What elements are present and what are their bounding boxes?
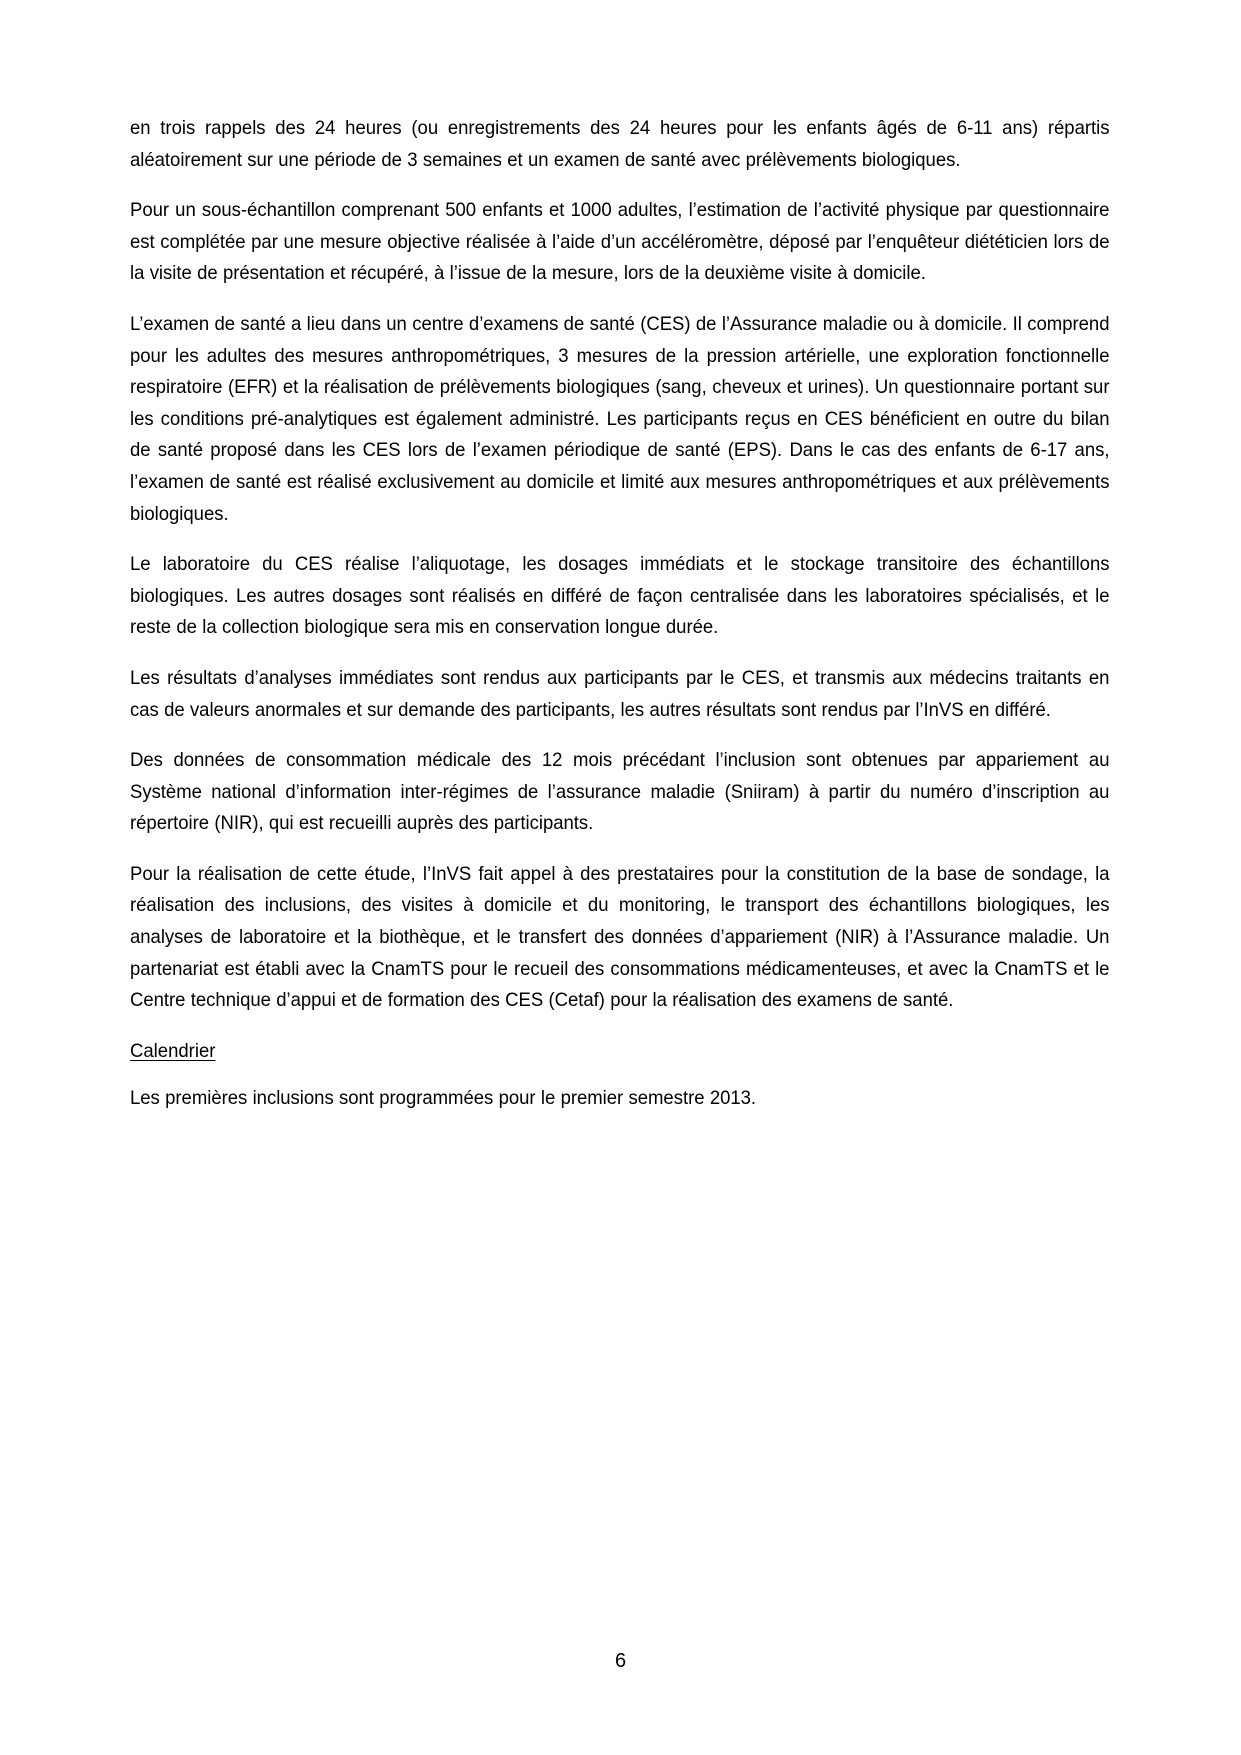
body-paragraph-7: Pour la réalisation de cette étude, l’InVS fait appel à des prestataires pour la constitution de la base de sondage, la réalisation des inclusions, des visites à domicile et du monitoring, le transport des échantillons biologiques, les analyses de laboratoire et la biothèque, et le transfert des données d’appariement (NIR) à l’Assurance maladie. Un partenariat est établi avec la CnamTS pour le recueil des consommations médicamenteuses, et avec la CnamTS et le Centre technique d’appui et de formation des CES (Cetaf) pour la réalisation des examens de santé. (130, 863, 1110, 1012)
body-paragraph-3: L’examen de santé a lieu dans un centre d’examens de santé (CES) de l’Assurance maladie ou à domicile. Il comprend pour les adultes des mesures anthropométriques, 3 mesures de la pression artérielle, une exploration fonctionnelle respiratoire (EFR) et la réalisation de prélèvements biologiques (sang, cheveux et urines). Un questionnaire portant sur les conditions pré-analytiques est également administré. Les participants reçus en CES bénéficient en outre du bilan de santé proposé dans les CES lors de l’examen périodique de santé (EPS). Dans le cas des enfants de 6-17 ans, l’examen de santé est réalisé exclusivement au domicile et limité aux mesures anthropométriques et aux prélèvements biologiques. (130, 313, 1110, 525)
page-number: 6 (614, 1650, 627, 1672)
body-paragraph-4: Le laboratoire du CES réalise l’aliquotage, les dosages immédiats et le stockage transitoire des échantillons biologiques. Les autres dosages sont réalisés en différé de façon centralisée dans les laboratoires spécialisés, et le reste de la collection biologique sera mis en conservation longue durée. (130, 554, 1110, 639)
document-body (130, 113, 1110, 1115)
body-paragraph-8: Les premières inclusions sont programmées pour le premier semestre 2013. (130, 1088, 757, 1110)
body-paragraph-5: Les résultats d’analyses immédiates sont rendus aux participants par le CES, et transmis aux médecins traitants en cas de valeurs anormales et sur demande des participants, les autres résultats sont rendus par l’InVS en différé. (130, 667, 1110, 721)
body-paragraph-6: Des données de consommation médicale des 12 mois précédant l’inclusion sont obtenues par appariement au Système national d’information inter-régimes de l’assurance maladie (Sniiram) à partir du numéro d’inscription au répertoire (NIR), qui est recueilli auprès des participants. (130, 750, 1110, 835)
section-heading-label: Calendrier (130, 1040, 216, 1062)
body-paragraph-2: Pour un sous-échantillon comprenant 500 enfants et 1000 adultes, l’estimation de l’activité physique par questionnaire est complétée par une mesure objective réalisée à l’aide d’un accéléromètre, déposé par l’enquêteur diététicien lors de la visite de présentation et récupéré, à l’issue de la mesure, lors de la deuxième visite à domicile. (130, 200, 1110, 285)
section-heading-calendrier (130, 1036, 1109, 1068)
body-paragraph-1: en trois rappels des 24 heures (ou enregistrements des 24 heures pour les enfants âgés de 6-11 ans) répartis aléatoirement sur une période de 3 semaines et un examen de santé avec prélèvements biologiques. (130, 118, 1110, 171)
